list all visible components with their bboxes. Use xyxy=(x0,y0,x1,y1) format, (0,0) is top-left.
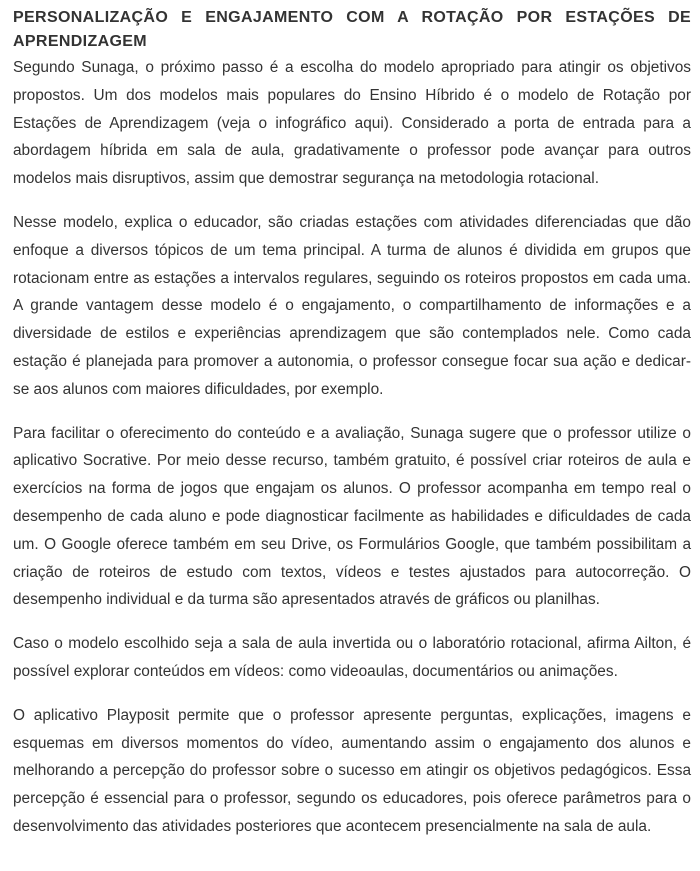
paragraph-playposit-app: O aplicativo Playposit permite que o professor apresente perguntas, explicações, imagens e esquemas em diversos momentos do vídeo, aumentando assim o engajamento dos alunos e melhorando a percepção do professor sobre o sucesso em atingir os objetivos pedagógicos. Essa percepção é essencial para o professor, segundo os educadores, pois oferece parâmetros para o desenvolvimento das atividades posteriores que acontecem presencialmente na sala de aula. xyxy=(13,706,691,835)
paragraph-model-choice: Segundo Sunaga, o próximo passo é a escolha do modelo apropriado para atingir os objetivos propostos. Um dos modelos mais populares do Ensino Híbrido é o modelo de Rotação por Estações de Aprendizagem (veja o infográfico aqui). Considerado a porta de entrada para a abordagem híbrida em sala de aula, gradativamente o professor pode avançar para outros modelos mais disruptivos, assim que demostrar segurança na metodologia rotacional. xyxy=(13,59,691,188)
paragraph-socrative-app: Para facilitar o oferecimento do conteúdo e a avaliação, Sunaga sugere que o professor utilize o aplicativo Socrative. Por meio desse recurso, também gratuito, é possível criar roteiros de aula e exercícios na forma de jogos que engajam os alunos. O professor acompanha em tempo real o desempenho de cada aluno e pode diagnosticar facilmente as habilidades e dificuldades de cada um. O Google oferece também em seu Drive, os Formulários Google, que também possibilitam a criação de roteiros de estudo com textos, vídeos e testes ajustados para autocorreção. O desempenho individual e da turma são apresentados através de gráficos ou planilhas. xyxy=(13,424,691,609)
article xyxy=(13,6,691,857)
section-heading: PERSONALIZAÇÃO E ENGAJAMENTO COM A ROTAÇÃO POR ESTAÇÕES DE APRENDIZAGEM xyxy=(13,9,691,50)
paragraph-stations-model: Nesse modelo, explica o educador, são criadas estações com atividades diferenciadas que dão enfoque a diversos tópicos de um tema principal. A turma de alunos é dividida em grupos que rotacionam entre as estações a intervalos regulares, seguindo os roteiros propostos em cada uma. A grande vantagem desse modelo é o engajamento, o compartilhamento de informações e a diversidade de estilos e experiências aprendizagem que são contemplados nele. Como cada estação é planejada para promover a autonomia, o professor consegue focar sua ação e dedicar-se aos alunos com maiores dificuldades, por exemplo. xyxy=(13,213,691,398)
paragraph-flipped-classroom: Caso o modelo escolhido seja a sala de aula invertida ou o laboratório rotacional, afirma Ailton, é possível explorar conteúdos em vídeos: como videoaulas, documentários ou animações. xyxy=(13,635,691,680)
